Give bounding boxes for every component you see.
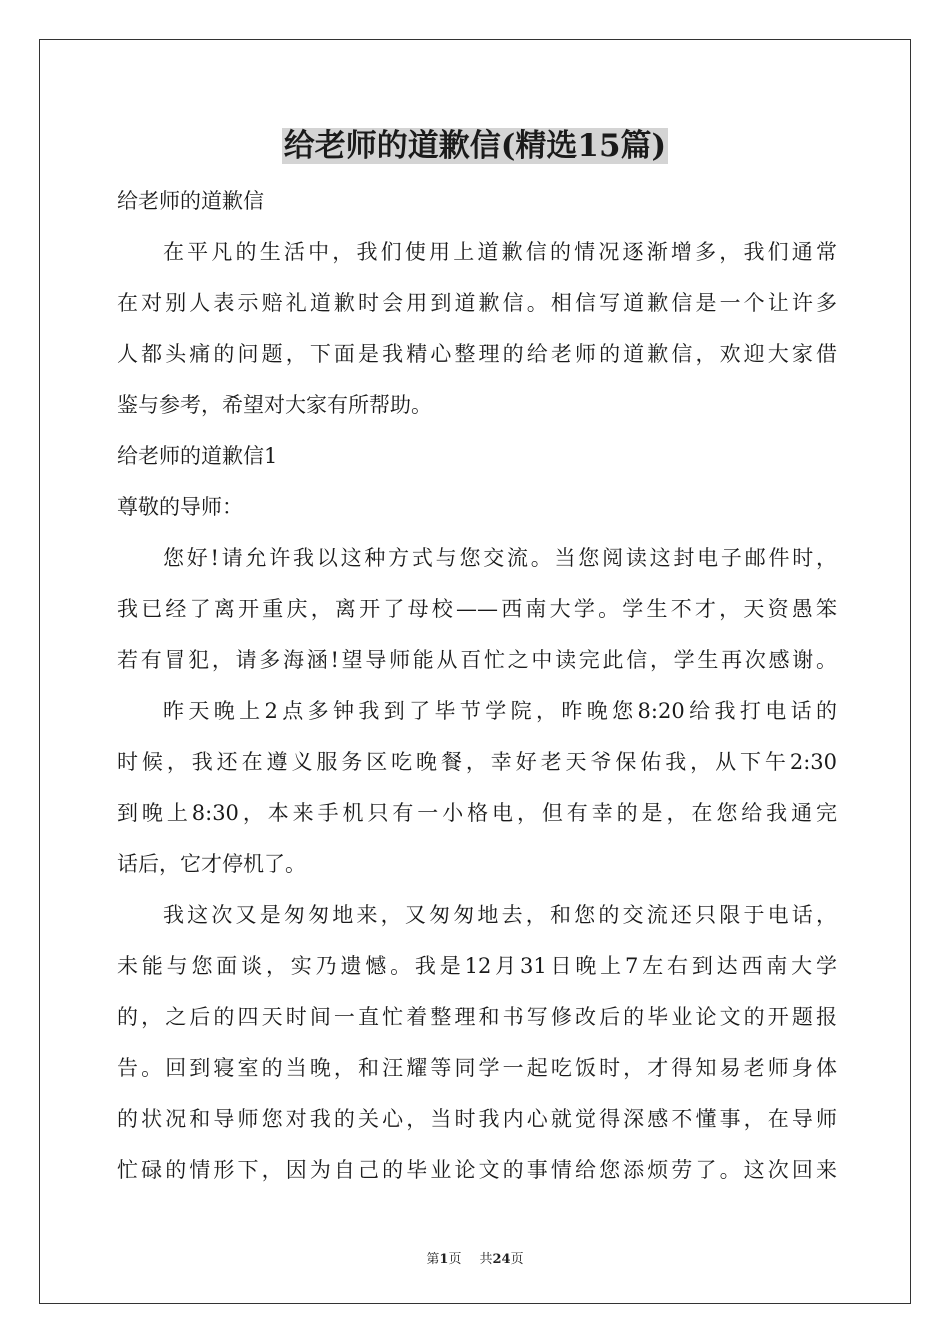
section-heading: 给老师的道歉信 (117, 189, 264, 213)
paragraph-line: 我这次又是匆匆地来，又匆匆地去，和您的交流还只限于电话， (163, 903, 837, 927)
document-title (0, 124, 950, 168)
title-text: 给老师的道歉信(精选15篇) (283, 128, 667, 164)
paragraph-line: 到晚上8:30，本来手机只有一小格电，但有幸的是，在您给我通完 (117, 801, 837, 825)
paragraph-line: 鉴与参考，希望对大家有所帮助。 (117, 393, 432, 417)
paragraph-line: 在对别人表示赔礼道歉时会用到道歉信。相信写道歉信是一个让许多 (117, 291, 837, 315)
paragraph-line: 时候，我还在遵义服务区吃晚餐，幸好老天爷保佑我，从下午2:30 (117, 750, 837, 774)
paragraph-line: 若有冒犯，请多海涵!望导师能从百忙之中读完此信，学生再次感谢。 (117, 648, 837, 672)
paragraph-line: 的状况和导师您对我的关心，当时我内心就觉得深感不懂事，在导师 (117, 1107, 837, 1131)
salutation: 尊敬的导师： (117, 495, 243, 519)
paragraph-line: 我已经了离开重庆，离开了母校——西南大学。学生不才，天资愚笨 (117, 597, 837, 621)
paragraph-line: 在平凡的生活中，我们使用上道歉信的情况逐渐增多，我们通常 (163, 240, 837, 264)
paragraph-line: 昨天晚上2点多钟我到了毕节学院，昨晚您8:20给我打电话的 (163, 699, 837, 723)
paragraph-line: 忙碌的情形下，因为自己的毕业论文的事情给您添烦劳了。这次回来 (117, 1158, 837, 1182)
paragraph-line: 话后，它才停机了。 (117, 852, 306, 876)
paragraph-line: 的，之后的四天时间一直忙着整理和书写修改后的毕业论文的开题报 (117, 1005, 837, 1029)
paragraph-line: 未能与您面谈，实乃遗憾。我是12月31日晚上7左右到达西南大学 (117, 954, 837, 978)
page-footer (0, 1248, 950, 1267)
paragraph-line: 人都头痛的问题，下面是我精心整理的给老师的道歉信，欢迎大家借 (117, 342, 837, 366)
section-heading: 给老师的道歉信1 (117, 444, 278, 468)
paragraph-line: 您好!请允许我以这种方式与您交流。当您阅读这封电子邮件时， (163, 546, 837, 570)
paragraph-line: 告。回到寝室的当晚，和汪耀等同学一起吃饭时，才得知易老师身体 (117, 1056, 837, 1080)
page-number: 第1页 (426, 1252, 462, 1267)
page-total: 共24页 (479, 1252, 524, 1267)
document-body (117, 176, 837, 1196)
